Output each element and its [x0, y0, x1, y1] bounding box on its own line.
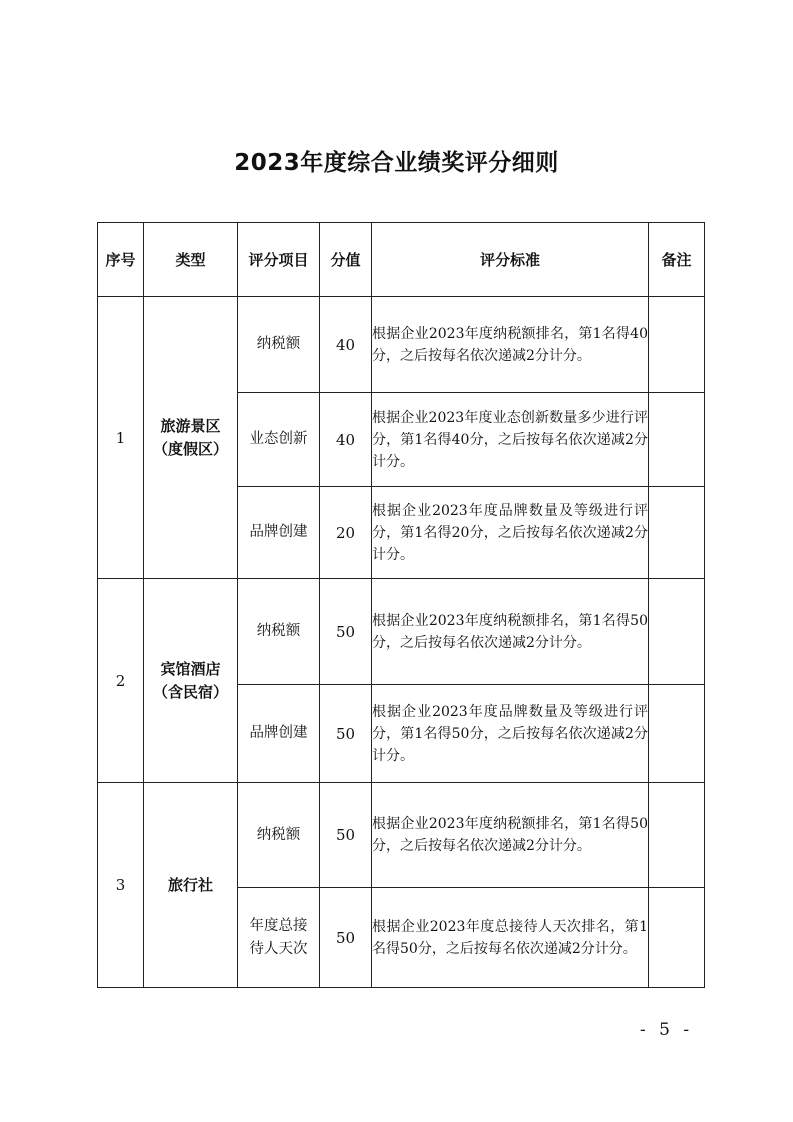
criteria-cell: 根据企业2023年度总接待人天次排名，第1名得50分，之后按每名依次递减2分计分。 — [372, 888, 649, 988]
remarks-cell — [649, 487, 705, 579]
type-cell — [144, 783, 238, 988]
header-score: 分值 — [320, 223, 372, 297]
header-seq: 序号 — [98, 223, 144, 297]
item-cell: 纳税额 — [238, 297, 320, 393]
criteria-cell: 根据企业2023年度业态创新数量多少进行评分，第1名得40分，之后按每名依次递减2分计分。 — [372, 393, 649, 487]
page-title: 2023年度综合业绩奖评分细则 — [234, 150, 559, 176]
header-row — [98, 223, 705, 297]
score-cell: 50 — [320, 579, 372, 685]
type-line: 宾馆酒店 — [160, 659, 221, 678]
seq-cell: 1 — [98, 297, 144, 579]
type-line: 旅行社 — [167, 875, 213, 894]
type-line: （度假区） — [152, 439, 228, 458]
criteria-cell: 根据企业2023年度纳税额排名，第1名得50分，之后按每名依次递减2分计分。 — [372, 783, 649, 888]
type-line: 旅游景区 — [160, 416, 221, 435]
type-cell — [144, 297, 238, 579]
remarks-cell — [649, 783, 705, 888]
remarks-cell — [649, 297, 705, 393]
score-cell: 40 — [320, 297, 372, 393]
score-cell: 50 — [320, 888, 372, 988]
header-criteria: 评分标准 — [372, 223, 649, 297]
type-cell — [144, 579, 238, 783]
item-line: 待人天次 — [249, 940, 308, 957]
table-row — [98, 579, 705, 685]
table-row — [98, 783, 705, 888]
item-cell: 品牌创建 — [238, 487, 320, 579]
seq-cell: 3 — [98, 783, 144, 988]
remarks-cell — [649, 579, 705, 685]
score-cell: 40 — [320, 393, 372, 487]
score-cell: 50 — [320, 783, 372, 888]
item-cell: 纳税额 — [238, 783, 320, 888]
score-cell: 20 — [320, 487, 372, 579]
item-cell: 业态创新 — [238, 393, 320, 487]
header-item: 评分项目 — [238, 223, 320, 297]
remarks-cell — [649, 888, 705, 988]
type-line: （含民宿） — [152, 682, 228, 701]
criteria-cell: 根据企业2023年度纳税额排名，第1名得40分，之后按每名依次递减2分计分。 — [372, 297, 649, 393]
table-row — [98, 297, 705, 393]
item-line: 年度总接 — [249, 917, 308, 934]
criteria-cell: 根据企业2023年度品牌数量及等级进行评分，第1名得50分，之后按每名依次递减2分计分。 — [372, 685, 649, 783]
score-cell: 50 — [320, 685, 372, 783]
criteria-cell: 根据企业2023年度纳税额排名，第1名得50分，之后按每名依次递减2分计分。 — [372, 579, 649, 685]
scoring-table — [97, 222, 705, 988]
header-type: 类型 — [144, 223, 238, 297]
criteria-cell: 根据企业2023年度品牌数量及等级进行评分，第1名得20分，之后按每名依次递减2分计分。 — [372, 487, 649, 579]
item-cell: 品牌创建 — [238, 685, 320, 783]
page-number: - 5 - — [640, 1020, 694, 1040]
item-cell: 纳税额 — [238, 579, 320, 685]
remarks-cell — [649, 685, 705, 783]
header-remarks: 备注 — [649, 223, 705, 297]
remarks-cell — [649, 393, 705, 487]
item-cell — [238, 888, 320, 988]
seq-cell: 2 — [98, 579, 144, 783]
